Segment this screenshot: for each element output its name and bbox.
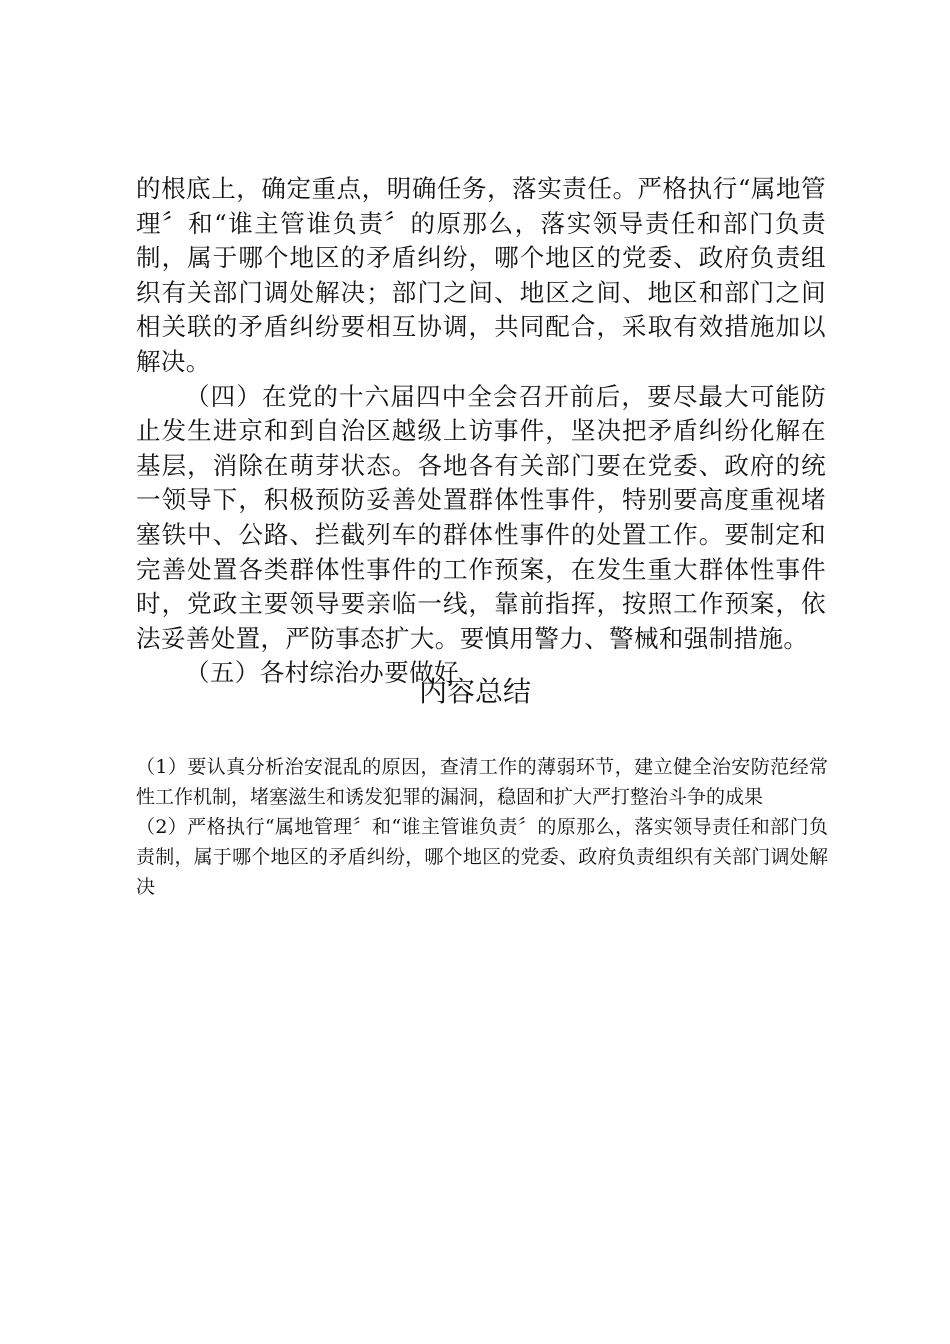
body-paragraph-section-four: （四）在党的十六届四中全会召开前后，要尽最大可能防止发生进京和到自治区越级上访事件，坚决把矛盾纠纷化解在基层，消除在萌芽状态。各地各有关部门要在党委、政府的统一领导下，积极预防妥善处置群体性事件，特别要高度重视堵塞铁中、公路、拦截列车的群体性事件的处置工作。要制定和完善处置各类群体性事件的工作预案，在发生重大群体性事件时，党政主要领导要亲临一线，靠前指挥，按照工作预案，依法妥善处置，严防事态扩大。要慎用警力、警械和强制措施。 bbox=[136, 381, 826, 653]
document-body bbox=[136, 172, 826, 691]
summary-item-1: （1）要认真分析治安混乱的原因，查清工作的薄弱环节，建立健全治安防范经常性工作机制，堵塞滋生和诱发犯罪的漏洞，稳固和扩大严打整治斗争的成果 bbox=[136, 756, 828, 808]
body-paragraph-continuation: 的根底上，确定重点，明确任务，落实责任。严格执行“属地管理〞和“谁主管谁负责〞的原那么，落实领导责任和部门负责制，属于哪个地区的矛盾纠纷，哪个地区的党委、政府负责组织有关部门调处解决；部门之间、地区之间、地区和部门之间相关联的矛盾纠纷要相互协调，共同配合，采取有效措施加以解决。 bbox=[136, 174, 826, 376]
body-paragraph-section-five: （五）各村综治办要做好 bbox=[185, 658, 459, 688]
summary-heading: 内容总结 bbox=[418, 675, 531, 708]
summary-item-2: （2）严格执行“属地管理〞和“谁主管谁负责〞的原那么，落实领导责任和部门负责制，属于哪个地区的矛盾纠纷，哪个地区的党委、政府负责组织有关部门调处解决 bbox=[136, 816, 828, 898]
summary-section bbox=[136, 752, 828, 902]
